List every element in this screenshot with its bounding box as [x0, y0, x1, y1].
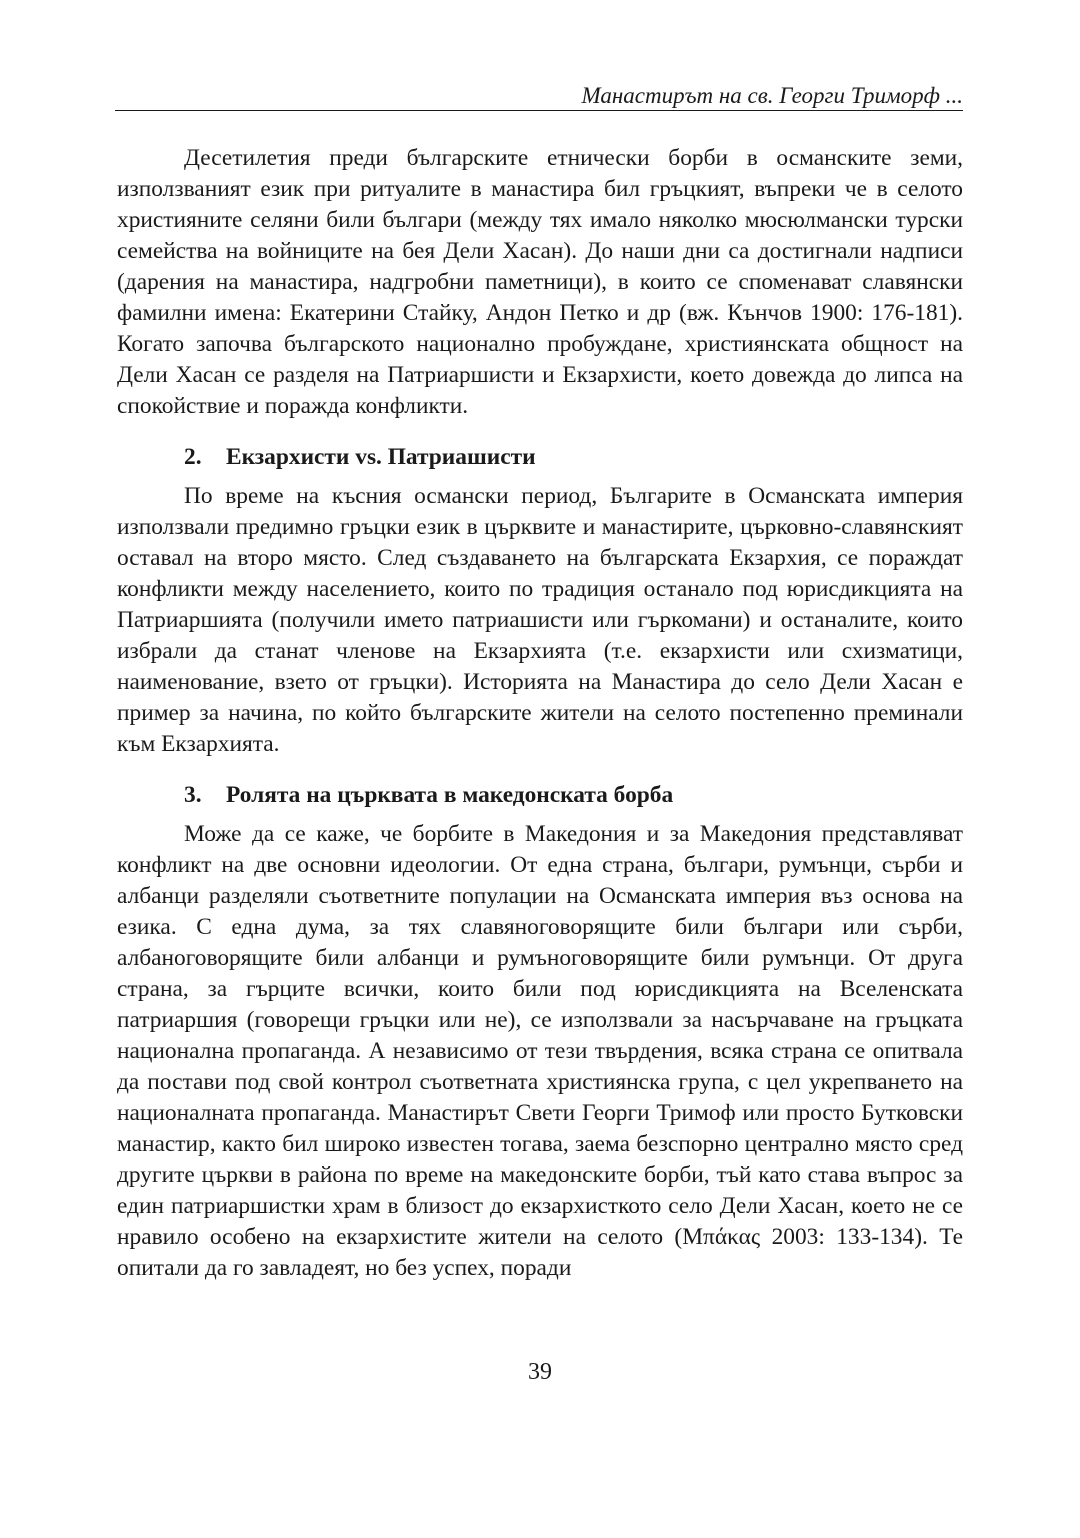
header-rule: [115, 110, 963, 111]
section-number: 2.: [184, 444, 202, 470]
page-number: 39: [528, 1359, 552, 1385]
section-title: Екзархисти vs. Патриашисти: [226, 444, 536, 470]
paragraph-section-3: Може да се каже, че борбите в Македония и за Македония представляват конфликт на две основни идеологии. От една страна, българи, румънци, сърби и албанци разделяли съответните популации на Османската империя въз основа на езика. С една дума, за тях славяноговорящите били българи или сърби, албаноговорящите били албанци и румъноговорящите били румънци. От друга страна, за гърците всички, които били под юрисдикцията на Вселенската патриаршия (говорещи гръцки или не), се използвали за насърчаване на гръцката национална пропаганда. А независимо от тези твърдения, всяка страна се опитвала да постави под свой контрол съответната християнска група, с цел укрепването на националната пропаганда. Манастирът Свети Георги Тримоф или просто Бутковски манастир, както бил широко известен тогава, заема безспорно централно място сред другите църкви в района по време на македонските борби, тъй като става въпрос за един патриаршистки храм в близост до екзархисткото село Дели Хасан, което не се нравило особено на екзархистите жители на селото (Μπάκας 2003: 133-134). Те опитали да го завладеят, но без успех, поради: [117, 821, 963, 1281]
paragraph-intro: Десетилетия преди българските етнически борби в османските земи, използваният език при ритуалите в манастира бил гръцкият, въпреки че в селото християните селяни били българи (между тях имало няколко мюсюлмански турски семейства на войниците на бея Дели Хасан). До наши дни са достигнали надписи (дарения на манастира, надгробни паметници), в които се споменават славянски фамилни имена: Екатерини Стайку, Андон Петко и др (вж. Кънчов 1900: 176-181). Когато започва българското национално пробуждане, християнската общност на Дели Хасан се разделя на Патриаршисти и Екзархисти, което довежда до липса на спокойствие и поражда конфликти.: [117, 145, 963, 419]
section-number: 3.: [184, 782, 202, 808]
running-header: Манастирът на св. Георги Триморф ...: [581, 83, 963, 108]
paragraph-section-2: По време на късния османски период, Българите в Османската империя използвали предимно гръцки език в църквите и манастирите, църковно-славянският оставал на второ място. След създаването на българската Екзархия, се пораждат конфликти между населението, които по традиция останало под юрисдикцията на Патриаршията (получили името патриашисти или гъркомани) и останалите, които избрали да станат членове на Екзархията (т.е. екзархисти или схизматици, наименование, взето от гръцки). Историята на Манастира до село Дели Хасан е пример за начина, по който българските жители на селото постепенно преминали към Екзархията.: [117, 483, 963, 757]
section-title: Ролята на църквата в македонската борба: [226, 782, 674, 808]
section-heading-2: [117, 442, 963, 473]
page-body: [117, 143, 963, 1284]
section-heading-3: [117, 780, 963, 811]
